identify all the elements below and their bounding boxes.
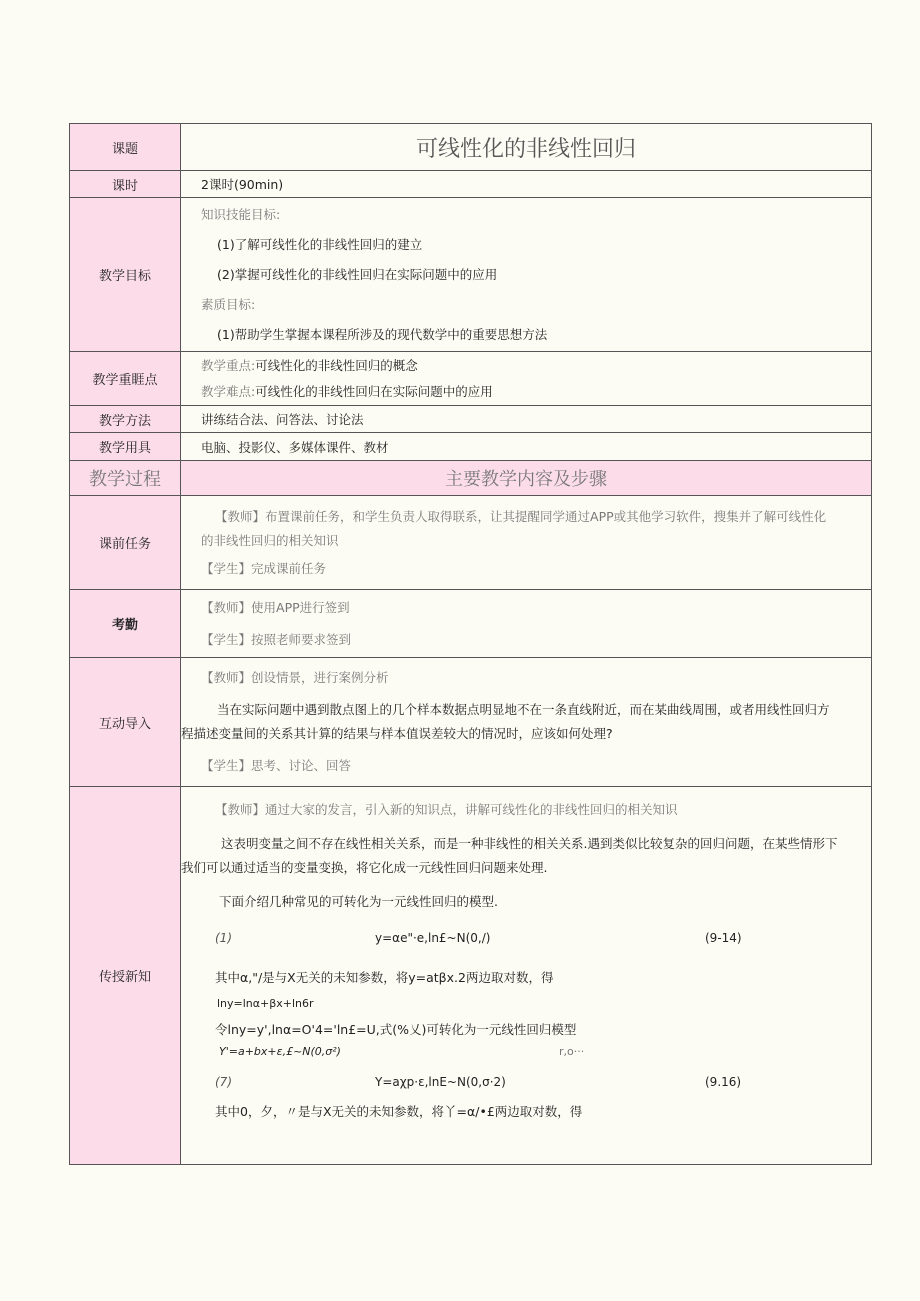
topic-label: 课题 <box>70 124 181 171</box>
row-pre-task <box>70 496 872 590</box>
knowledge-item-2: (2)掌握可线性化的非线性回归在实际问题中的应用 <box>217 266 498 282</box>
attendance-student <box>201 631 871 649</box>
knowledge-item-1: (1)了解可线性化的非线性回归的建立 <box>217 236 423 252</box>
key-point <box>201 357 871 375</box>
row-new-knowledge <box>70 787 872 1165</box>
equation-2 <box>201 1073 871 1091</box>
row-process-header <box>70 461 872 496</box>
pre-task-teacher-text: 布置课前任务，和学生负责人取得联系，让其提醒同学通过APP或其他学习软件，搜集并了解可线性化 <box>265 508 827 524</box>
tools-value: 电脑、投影仪、多媒体课件、教材 <box>181 433 872 461</box>
pre-task-label: 课前任务 <box>70 496 181 590</box>
goals-label: 教学目标 <box>70 198 181 352</box>
goals-content <box>181 198 872 352</box>
student-tag: 【学生】 <box>201 560 252 576</box>
method-label: 教学方法 <box>70 406 181 433</box>
equation-2-body: Y=aχp·ε,lnE~N(0,σ·2) <box>375 1075 506 1089</box>
attendance-label: 考勤 <box>70 590 181 658</box>
equation-1-body: y=αe"·e,ln£~N(0,/) <box>375 931 491 945</box>
equation-1-number: (9-14) <box>705 931 742 945</box>
nk-para-3: 其中α,"/是与X无关的未知参数，将y=atβx.2两边取对数，得 <box>215 970 554 985</box>
attendance-content <box>181 590 872 658</box>
nk-para-2: 下面介绍几种常见的可转化为一元线性回归的模型. <box>219 894 498 909</box>
nk-para-1a: 这表明变量之间不存在线性相关关系，而是一种非线性的相关关系.遇到类似比较复杂的回归问题，在某些情形下 <box>221 836 838 851</box>
difficult-tag: 教学难点: <box>201 383 256 399</box>
intro-teacher <box>201 669 871 687</box>
hours-value: 2课时(90min) <box>181 171 872 198</box>
nk-para-5: 令lny=y',lnα=O'4='ln£=U,式(%乂)可转化为一元线性回归模型 <box>215 1022 577 1037</box>
new-knowledge-teacher <box>201 801 871 819</box>
key-text: 可线性化的非线性回归的概念 <box>255 357 418 373</box>
knowledge-title: 知识技能目标: <box>201 206 281 222</box>
row-topic <box>70 124 872 171</box>
equation-model-body: Y'=a+bx+ε,£~N(0,σ²) <box>219 1045 341 1058</box>
lesson-title: 可线性化的非线性回归 <box>181 124 872 171</box>
row-hours <box>70 171 872 198</box>
nk-para-6: 其中0，夕，〃是与X无关的未知参数，将丫=α/•£两边取对数，得 <box>215 1104 583 1119</box>
intro-label: 互动导入 <box>70 658 181 787</box>
student-tag: 【学生】 <box>201 631 252 647</box>
lesson-plan-table <box>69 123 872 1165</box>
teacher-tag: 【教师】 <box>201 599 252 615</box>
pre-task-student-text: 完成课前任务 <box>251 560 327 576</box>
row-goals <box>70 198 872 352</box>
row-keypoints <box>70 352 872 406</box>
intro-teacher-text: 创设情景，进行案例分析 <box>251 670 389 685</box>
teacher-tag: 【教师】 <box>201 670 252 685</box>
intro-para-2: 程描述变量间的关系其计算的结果与样本值误差较大的情况时，应该如何处理? <box>181 726 613 741</box>
row-intro <box>70 658 872 787</box>
equation-model <box>201 1043 871 1061</box>
row-method <box>70 406 872 433</box>
key-tag: 教学重点: <box>201 357 256 373</box>
pre-task-content <box>181 496 872 590</box>
quality-item-1: (1)帮助学生掌握本课程所涉及的现代数学中的重要思想方法 <box>217 326 548 342</box>
pre-task-student <box>201 560 871 578</box>
equation-1-label: (1) <box>215 931 232 945</box>
difficult-text: 可线性化的非线性回归在实际问题中的应用 <box>255 383 493 399</box>
hours-label: 课时 <box>70 171 181 198</box>
equation-1 <box>201 929 871 947</box>
intro-student-text: 思考、讨论、回答 <box>251 758 352 773</box>
equation-2-number: (9.16) <box>705 1075 742 1089</box>
difficult-point <box>201 383 871 401</box>
process-subheading: 主要教学内容及步骤 <box>181 461 872 496</box>
quality-title: 素质目标: <box>201 296 256 312</box>
new-knowledge-content <box>181 787 872 1165</box>
attendance-teacher-text: 使用APP进行签到 <box>251 599 350 615</box>
new-knowledge-teacher-text: 通过大家的发言，引入新的知识点，讲解可线性化的非线性回归的相关知识 <box>265 802 678 817</box>
intro-student <box>201 757 871 775</box>
keypoints-label: 教学重睚点 <box>70 352 181 406</box>
keypoints-content <box>181 352 872 406</box>
equation-2-label: (7) <box>215 1075 232 1089</box>
nk-para-1b: 我们可以通过适当的变量变换，将它化成一元线性回归问题来处理. <box>181 860 548 875</box>
pre-task-teacher <box>201 508 871 526</box>
new-knowledge-label: 传授新知 <box>70 787 181 1165</box>
tools-label: 教学用具 <box>70 433 181 461</box>
teacher-tag: 【教师】 <box>215 508 266 524</box>
row-attendance <box>70 590 872 658</box>
method-value: 讲练结合法、问答法、讨论法 <box>181 406 872 433</box>
row-tools <box>70 433 872 461</box>
attendance-student-text: 按照老师要求签到 <box>251 631 352 647</box>
intro-para-1: 当在实际问题中遇到散点图上的几个样本数据点明显地不在一条直线附近，而在某曲线周围，或者用线性回归方 <box>217 702 830 717</box>
pre-task-teacher-text-2: 的非线性回归的相关知识 <box>201 532 339 548</box>
nk-para-4: lny=lnα+βx+ln6r <box>217 997 314 1010</box>
attendance-teacher <box>201 599 871 617</box>
student-tag: 【学生】 <box>201 758 252 773</box>
teacher-tag: 【教师】 <box>215 802 266 817</box>
process-label: 教学过程 <box>70 461 181 496</box>
intro-content <box>181 658 872 787</box>
equation-model-mark: r,o··· <box>559 1045 585 1058</box>
